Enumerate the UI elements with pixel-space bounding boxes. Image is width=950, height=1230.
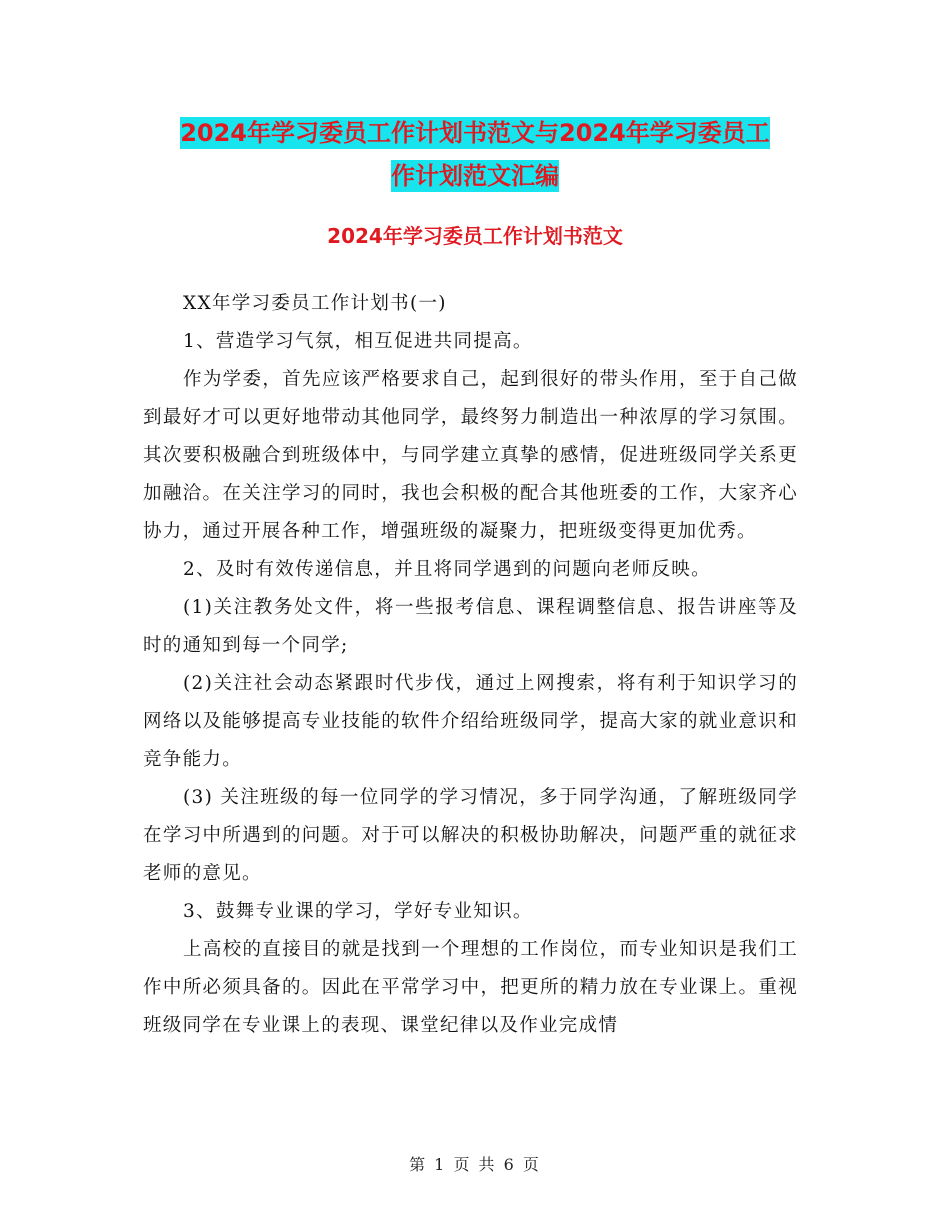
document-title: [140, 112, 810, 198]
paragraph: (3) 关注班级的每一位同学的学习情况，多于同学沟通，了解班级同学在学习中所遇到的问题。对于可以解决的积极协助解决，问题严重的就征求老师的意见。: [143, 787, 798, 884]
paragraph: (1)关注教务处文件，将一些报考信息、课程调整信息、报告讲座等及时的通知到每一个同学;: [143, 597, 798, 656]
paragraph: 作为学委，首先应该严格要求自己，起到很好的带头作用，至于自己做到最好才可以更好地带动其他同学，最终努力制造出一种浓厚的学习氛围。其次要积极融合到班级体中，与同学建立真挚的感情，促进班级同学关系更加融洽。在关注学习的同时，我也会积极的配合其他班委的工作，大家齐心协力，通过开展各种工作，增强班级的凝聚力，把班级变得更加优秀。: [143, 369, 798, 542]
paragraph: 2、及时有效传递信息，并且将同学遇到的问题向老师反映。: [183, 559, 711, 580]
page-footer: 第 1 页 共 6 页: [409, 1155, 541, 1174]
paragraph: 1、营造学习气氛，相互促进共同提高。: [183, 331, 533, 352]
document-body: [143, 285, 798, 1045]
title-line-1: 2024年学习委员工作计划书范文与2024年学习委员工: [180, 119, 770, 147]
title-line-2: 作计划范文汇编: [391, 162, 559, 190]
section-title: 2024年学习委员工作计划书范文: [327, 224, 623, 248]
paragraph: 3、鼓舞专业课的学习，学好专业知识。: [183, 901, 533, 922]
paragraph: (2)关注社会动态紧跟时代步伐，通过上网搜索，将有利于知识学习的网络以及能够提高专业技能的软件介绍给班级同学，提高大家的就业意识和竞争能力。: [143, 673, 798, 770]
paragraph: 上高校的直接目的就是找到一个理想的工作岗位，而专业知识是我们工作中所必须具备的。因此在平常学习中，把更所的精力放在专业课上。重视班级同学在专业课上的表现、课堂纪律以及作业完成情: [143, 939, 798, 1036]
paragraph: XX年学习委员工作计划书(一): [183, 293, 447, 314]
